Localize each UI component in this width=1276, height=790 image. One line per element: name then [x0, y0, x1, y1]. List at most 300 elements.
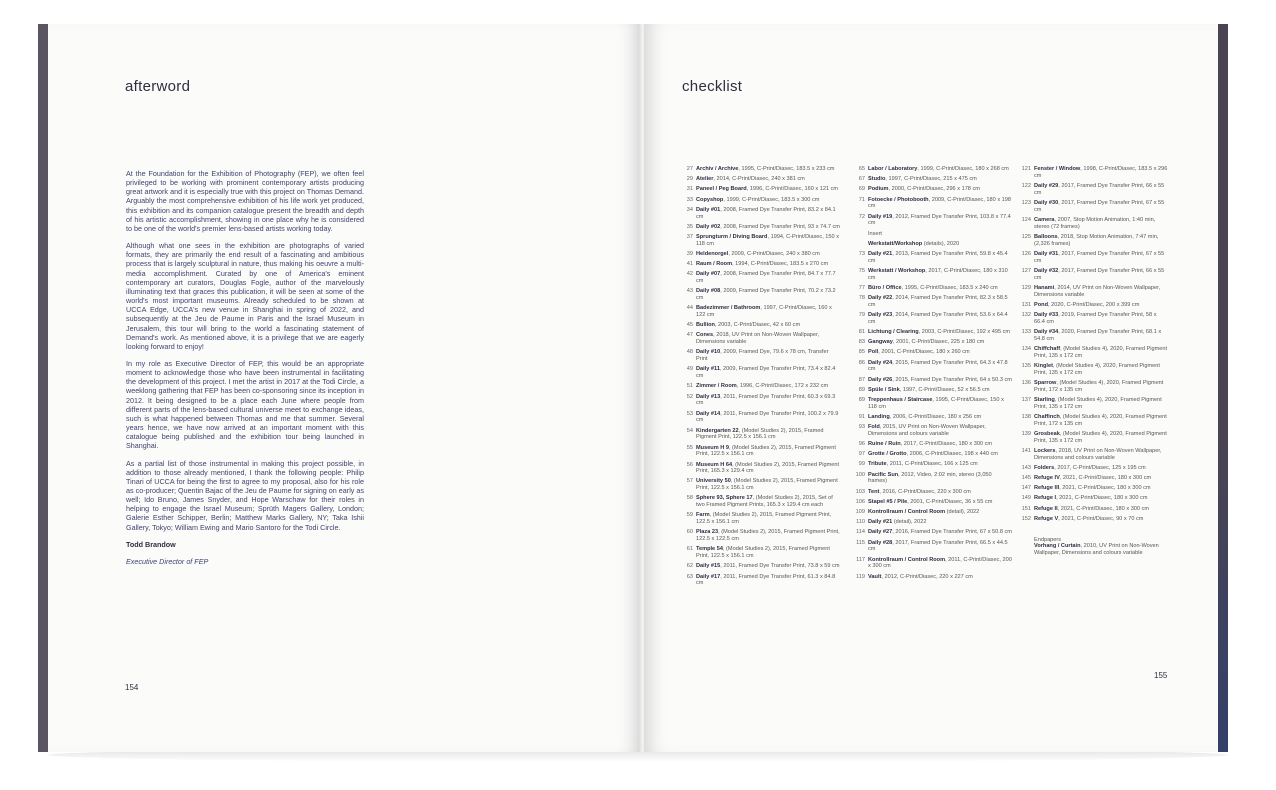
checklist-work-details: , 2000, C-Print/Diasec, 296 x 178 cm — [888, 186, 980, 193]
checklist-work-details: , 2018, Stop Motion Animation, 7:47 min, (2,326 frames) — [1034, 233, 1159, 247]
checklist-work-details: , 2017, C-Print/Diasec, 180 x 310 cm — [868, 267, 1008, 281]
checklist-work-title: Labor / Laboratory — [868, 166, 918, 172]
checklist-work-details: , 2017, C-Print/Diasec, 125 x 195 cm — [1054, 464, 1146, 471]
checklist-work-title: Kinglet — [1034, 363, 1053, 370]
checklist-work-title: Kontrollraum / Control Room — [868, 556, 946, 563]
checklist-page-ref: 137 — [1021, 396, 1031, 403]
checklist-entry — [1018, 485, 1168, 492]
checklist-work-details: , 2021, C-Print/Diasec, 180 x 300 cm — [1059, 475, 1152, 482]
checklist-entry — [680, 512, 840, 526]
checklist-work-details: , 2017, Framed Dye Transfer Print, 67 x 55 cm — [1034, 250, 1165, 264]
checklist-work-title: Chaffinch — [1034, 413, 1060, 420]
checklist-work-title: Ruine / Ruin — [868, 441, 901, 448]
checklist-page-ref: 124 — [1021, 216, 1031, 223]
checklist-entry — [852, 186, 1012, 193]
checklist-work-title: Daily #10 — [696, 349, 721, 356]
checklist-work-details: , (Model Studies 2), 2015, Framed Pigment Print, 122.5 x 122.5 cm — [696, 529, 840, 543]
checklist-work-title: Copyshop — [696, 196, 724, 203]
checklist-page-ref: 78 — [858, 295, 865, 302]
checklist-entry — [680, 288, 840, 302]
checklist-work-title: Stapel #5 / Pile — [868, 498, 908, 505]
checklist-entry — [680, 529, 840, 543]
checklist-entry — [680, 305, 840, 319]
checklist-work-details: , (Model Studies 4), 2020, Framed Pigment Print, 135 x 172 cm — [1034, 346, 1168, 359]
checklist-entry — [852, 251, 1012, 265]
checklist-page-ref: 55 — [686, 444, 693, 451]
checklist-page-ref: 110 — [856, 519, 865, 526]
checklist-entry — [852, 540, 1012, 554]
checklist-work-title: Temple 54 — [696, 546, 723, 553]
checklist-page-ref: 138 — [1021, 413, 1031, 420]
checklist-entry — [1018, 285, 1168, 299]
afterword-body — [126, 169, 364, 574]
checklist-work-details: , 2011, Framed Dye Transfer Print, 73.8 x 59 cm — [720, 563, 840, 570]
checklist-page-ref: 152 — [1021, 515, 1031, 522]
checklist-work-details: , 2012, Framed Dye Transfer Print, 103.8 x 77.4 cm — [868, 213, 1011, 227]
checklist-entry — [1018, 268, 1168, 282]
checklist-page-ref: 47 — [686, 332, 693, 339]
checklist-entry — [1018, 183, 1168, 197]
checklist-work-details: , 2009, C-Print/Diasec, 240 x 380 cm — [728, 250, 820, 257]
checklist-entry — [852, 509, 1012, 516]
checklist-page-ref: 45 — [686, 322, 693, 329]
checklist-work-title: Bullion — [696, 322, 715, 329]
checklist-page-ref: 75 — [858, 267, 865, 274]
checklist-work-details: , 2009, Framed Dye, 79.6 x 78 cm, Transfer Print — [696, 349, 829, 363]
checklist-work-details: , 2011, C-Print/Diasec, 200 x 300 cm — [868, 556, 1012, 570]
checklist-page-ref: 56 — [686, 461, 693, 468]
checklist-page-ref: 123 — [1021, 199, 1031, 206]
checklist-entry — [680, 261, 840, 268]
checklist-page-ref: 54 — [686, 427, 693, 434]
checklist-entry — [680, 366, 840, 380]
checklist-page-ref: 58 — [686, 495, 693, 502]
checklist-work-title: Daily #15 — [696, 563, 721, 570]
checklist-work-details: , 2020, C-Print/Diasec, 200 x 399 cm — [1047, 301, 1140, 308]
checklist-column-3-entries — [1018, 166, 1168, 523]
checklist-work-title: Daily #21 — [868, 519, 893, 526]
checklist-work-title: Pond — [1034, 301, 1048, 308]
checklist-page-ref: 97 — [858, 451, 865, 458]
checklist-entry — [680, 563, 840, 570]
checklist-work-details: , 2015, Framed Dye Transfer Print, 64 x 50.3 cm — [892, 376, 1012, 383]
checklist-work-title: Werkstatt / Workshop — [868, 267, 926, 274]
checklist-page-ref: 86 — [858, 359, 865, 366]
checklist-work-title: Plaza 23 — [696, 529, 719, 536]
checklist-page-ref: 143 — [1021, 464, 1031, 471]
checklist-work-title: Fold — [868, 424, 880, 431]
checklist-entry — [852, 214, 1012, 228]
checklist-work-details: , 1999, C-Print/Diasec, 180 x 268 cm — [917, 166, 1009, 172]
checklist-entry — [680, 383, 840, 390]
checklist-work-details: , 2008, Framed Dye Transfer Print, 83.2 x 84.1 cm — [696, 206, 836, 220]
checklist-entry — [852, 424, 1012, 438]
checklist-work-details: (details), 2020 — [922, 240, 960, 247]
checklist-work-title: Tent — [868, 488, 880, 495]
checklist-entry — [852, 295, 1012, 309]
checklist-work-details: , 2014, C-Print/Diasec, 240 x 381 cm — [713, 176, 805, 183]
checklist-entry — [680, 224, 840, 231]
checklist-work-details: , (Model Studies 2), 2015, Framed Pigment Print, 165.3 x 129.4 cm — [696, 461, 840, 475]
checklist-work-title: Museum H 9 — [696, 444, 729, 451]
checklist-entry — [852, 472, 1012, 486]
checklist-entry — [1018, 414, 1168, 428]
checklist-entry — [680, 462, 840, 476]
checklist-entry — [852, 197, 1012, 211]
checklist-work-details: , 2021, C-Print/Diasec, 180 x 300 cm — [1056, 495, 1148, 502]
checklist-work-title: Daily #33 — [1034, 312, 1059, 319]
checklist-work-title: Badezimmer / Bathroom — [696, 305, 761, 312]
checklist-entry — [680, 478, 840, 492]
checklist-entry — [680, 207, 840, 221]
checklist-work-details: , (Model Studies 4), 2020, Framed Pigment Print, 135 x 172 cm — [1034, 430, 1167, 444]
checklist-entry — [1018, 465, 1168, 472]
checklist-page-ref: 117 — [856, 556, 865, 563]
checklist-entry — [1018, 217, 1168, 231]
checklist-page-ref: 69 — [858, 186, 865, 193]
checklist-work-title: Lockers — [1034, 447, 1056, 454]
checklist-page-ref: 91 — [858, 413, 865, 420]
checklist-work-title: Hanami — [1034, 284, 1055, 291]
checklist-page-ref: 135 — [1021, 363, 1031, 370]
checklist-column-1 — [680, 166, 840, 591]
checklist-work-details: , 2009, C-Print/Diasec, 180 x 198 cm — [868, 196, 1012, 210]
checklist-work-details: , (Model Studies 2), 2015, Framed Pigment Print, 122.5 x 156.1 cm — [696, 546, 830, 560]
right-page — [644, 24, 1228, 752]
checklist-entry — [852, 360, 1012, 374]
checklist-work-title: Podium — [868, 186, 889, 193]
checklist-work-title: Daily #28 — [868, 539, 893, 546]
checklist-page-ref: 93 — [858, 424, 865, 431]
checklist-work-details: , 2017, Framed Dye Transfer Print, 66.5 x 44.5 cm — [868, 539, 1008, 553]
checklist-work-title: Daily #07 — [696, 271, 721, 278]
checklist-work-title: Daily #13 — [696, 393, 721, 400]
checklist-entry — [680, 349, 840, 363]
checklist-work-title: Daily #23 — [868, 312, 893, 319]
checklist-entry — [852, 166, 1012, 173]
checklist-work-details: , 2011, C-Print/Diasec, 166 x 125 cm — [886, 461, 978, 468]
checklist-entry — [1018, 495, 1168, 502]
checklist-entry — [852, 519, 1012, 526]
checklist-work-details: , 2017, Framed Dye Transfer Print, 66 x 55 cm — [1034, 182, 1165, 196]
checklist-page-ref: 29 — [686, 176, 693, 183]
checklist-entry — [852, 268, 1012, 282]
checklist-page-ref: 115 — [856, 539, 865, 546]
checklist-page-ref: 83 — [858, 339, 865, 346]
checklist-work-details: , 2016, Framed Dye Transfer Print, 67 x 50.8 cm — [892, 529, 1012, 536]
checklist-work-title: Gangway — [868, 339, 893, 346]
checklist-page-ref: 60 — [686, 529, 693, 536]
checklist-page-ref: 109 — [855, 509, 865, 516]
checklist-page-ref: 133 — [1021, 329, 1031, 336]
checklist-work-details: , 2007, Stop Motion Animation, 1:40 min, stereo (72 frames) — [1034, 216, 1156, 230]
checklist-work-title: Refuge II — [1034, 505, 1058, 512]
checklist-work-title: Daily #02 — [696, 223, 721, 230]
page-number-right: 155 — [1154, 671, 1168, 680]
checklist-work-details: , 1995, C-Print/Diasec, 183.5 x 240 cm — [901, 284, 998, 291]
checklist-work-title: Archiv / Archive — [696, 166, 739, 172]
checklist-page-ref: 61 — [686, 546, 693, 553]
checklist-work-title: Farm — [696, 512, 710, 519]
checklist-work-title: Tribute — [868, 461, 887, 468]
checklist-work-details: , 2014, Framed Dye Transfer Print, 82.3 x 58.5 cm — [868, 295, 1008, 308]
endpapers-label: Endpapers — [1034, 536, 1062, 543]
checklist-entry — [852, 529, 1012, 536]
checklist-entry — [1018, 448, 1168, 462]
afterword-paragraph: As a partial list of those instrumental in making this project possible, in addition to those already mentioned, I thank the following people: Philip Tinari of UCCA for being the first to agree to my proposal, also for his role as co-producer; Quentin Bajac of the Jeu de Paume for signing on early as well; Ido Bruno, James Snyder, and Hope Warschaw for their roles in helping to engage the Israel Museum; Sprüth Magers Gallery, London; Galerie Esther Schipper, Berlin; Matthew Marks Gallery, NY; Taka Ishii Gallery, Tokyo; William Ewing and Mario Santoro for the Todi Circle. — [126, 458, 364, 532]
afterword-paragraph: At the Foundation for the Exhibition of Photography (FEP), we often feel privileged to be working with prominent contemporary artists producing great artwork and it is especially true with this project on Thomas Demand. Arguably the most comprehensive exhibition of his life work yet produced, this exhibition and its companion catalogue present the breadth and depth of his artistic accomplishment, showing in one place why he is considered to be one of the world's premier lens-based artists working today. — [126, 169, 364, 233]
checklist-page-ref: 106 — [855, 498, 865, 505]
checklist-entry — [1018, 431, 1168, 445]
checklist-page-ref: 134 — [1021, 346, 1031, 353]
checklist-entry — [852, 557, 1012, 571]
checklist-page-ref: 35 — [686, 223, 693, 230]
checklist-column-2 — [852, 166, 1012, 584]
checklist-work-details: , 2012, Video, 2:02 min, stereo (3,050 frames) — [868, 471, 992, 485]
checklist-entry — [852, 312, 1012, 326]
checklist-entry — [680, 271, 840, 285]
checklist-work-title: Pacific Sun — [868, 471, 899, 478]
checklist-work-title: Zimmer / Room — [696, 383, 737, 390]
checklist-page-ref: 62 — [686, 563, 693, 570]
checklist-entry — [852, 387, 1012, 394]
checklist-work-title: Daily #26 — [868, 376, 893, 383]
checklist-work-title: Daily #17 — [696, 573, 721, 580]
checklist-entry — [680, 428, 840, 442]
checklist-column-3 — [1018, 166, 1168, 557]
checklist-page-ref: 44 — [686, 305, 693, 312]
checklist-work-title: Chiffchaff — [1034, 346, 1061, 353]
checklist-work-details: , 2014, UV Print on Non-Woven Wallpaper, Dimensions variable — [1034, 284, 1161, 298]
checklist-work-details: , 2015, Framed Dye Transfer Print, 64.3 x 47.8 cm — [868, 359, 1008, 373]
checklist-work-title: Daily #21 — [868, 250, 893, 257]
page-number-left: 154 — [125, 683, 139, 692]
checklist-entry — [852, 231, 1012, 238]
checklist-work-details: , (Model Studies 4), 2020, Framed Pigment Print, 135 x 172 cm — [1034, 396, 1162, 410]
checklist-page-ref: 33 — [686, 196, 693, 203]
checklist-page-ref: 103 — [855, 488, 865, 495]
checklist-page-ref: 63 — [686, 573, 693, 580]
checklist-page-ref: 147 — [1021, 485, 1031, 492]
checklist-work-title: Museum H 64 — [696, 461, 733, 468]
checklist-work-title: Spüle / Sink — [868, 386, 900, 393]
checklist-work-details: , 2001, C-Print/Diasec, 225 x 180 cm — [892, 339, 985, 346]
open-book — [38, 24, 1228, 752]
checklist-entry — [852, 489, 1012, 496]
checklist-page-ref: 126 — [1021, 250, 1031, 257]
checklist-work-details: , 1995, C-Print/Diasec, 183.5 x 233 cm — [738, 166, 835, 172]
checklist-entry — [680, 445, 840, 459]
checklist-work-title: Folders — [1034, 464, 1055, 471]
checklist-work-details: , 2021, C-Print/Diasec, 180 x 300 cm — [1057, 505, 1150, 512]
checklist-work-title: Fenster / Window — [1034, 166, 1081, 172]
checklist-page-ref: 96 — [858, 441, 865, 448]
checklist-page-ref: 100 — [855, 471, 865, 478]
checklist-work-details: , 2008, Framed Dye Transfer Print, 84.7 x 77.7 cm — [696, 271, 836, 285]
checklist-work-title: Daily #24 — [868, 359, 893, 366]
checklist-entry — [1018, 380, 1168, 394]
checklist-page-ref: 131 — [1021, 301, 1031, 308]
checklist-page-ref: 139 — [1021, 430, 1031, 437]
checklist-work-title: Fotoecke / Photobooth — [868, 196, 929, 203]
checklist-work-title: Daily #34 — [1034, 329, 1059, 336]
checklist-page-ref: 122 — [1021, 182, 1031, 189]
checklist-page-ref: 52 — [686, 393, 693, 400]
checklist-entry — [680, 495, 840, 509]
endpapers-block — [1018, 537, 1168, 557]
checklist-page-ref: 87 — [858, 376, 865, 383]
checklist-work-title: Kindergarten 22 — [696, 427, 739, 434]
checklist-entry — [1018, 166, 1168, 180]
checklist-work-details: , (Model Studies 2), 2015, Set of two Framed Pigment Prints, 165.3 x 129.4 cm each — [696, 495, 833, 509]
checklist-work-details: , 2017, Framed Dye Transfer Print, 66 x 55 cm — [1034, 267, 1165, 281]
checklist-work-details: , 1997, C-Print/Diasec, 52 x 56.5 cm — [899, 386, 990, 393]
checklist-work-title: Büro / Office — [868, 284, 902, 291]
checklist-work-details: , (Model Studies 4), 2020, Framed Pigment Print, 135 x 172 cm — [1034, 363, 1160, 376]
checklist-work-title: Daily #31 — [1034, 250, 1059, 257]
checklist-work-details: , 2009, Framed Dye Transfer Print, 73.4 x 82.4 cm — [696, 366, 836, 380]
checklist-work-details: , 2012, C-Print/Diasec, 220 x 227 cm — [881, 573, 973, 580]
checklist-page-ref: 89 — [858, 396, 865, 403]
afterword-paragraph: In my role as Executive Director of FEP, this would be an appropriate moment to acknowledge those who have been instrumental in facilitating the development of this project. I met the artist in 2017 at the Todi Circle, a weeklong gathering that FEP has been co-sponsoring since its inception in 2012. It being designed to be a place each June where people from different parts of the lens-based cultural universe meet to exchange ideas, such is what happened between Thomas and me that summer. Several years hence, we have now arrived at an important moment with this catalogue being published and the exhibition tour being launched in Shanghai. — [126, 358, 364, 451]
checklist-work-title: Atelier — [696, 176, 714, 183]
checklist-work-title: Kontrollraum / Control Room — [868, 509, 946, 516]
checklist-work-title: Daily #27 — [868, 529, 893, 536]
left-page — [38, 24, 642, 752]
checklist-entry — [680, 234, 840, 248]
checklist-entry — [1018, 329, 1168, 343]
checklist-page-ref: 89 — [858, 386, 865, 393]
checklist-entry — [852, 397, 1012, 411]
checklist-work-title: Poll — [868, 349, 879, 356]
signature-role: Executive Director of FEP — [126, 556, 209, 566]
checklist-entry — [1018, 302, 1168, 309]
checklist-page-ref: 57 — [686, 478, 693, 485]
afterword-title: afterword — [125, 78, 191, 95]
checklist-entry — [852, 414, 1012, 421]
checklist-work-details: , (Model Studies 2), 2015, Framed Pigment Print, 122.5 x 156.1 cm — [696, 444, 836, 458]
checklist-work-details: , 1999, C-Print/Diasec, 183.5 x 300 cm — [723, 196, 820, 203]
checklist-work-details: , 2003, C-Print/Diasec, 42 x 60 cm — [714, 322, 801, 329]
checklist-entry — [1018, 475, 1168, 482]
checklist-work-title: Refuge V — [1034, 515, 1059, 522]
checklist-page-ref: 132 — [1021, 312, 1031, 319]
afterword-paragraph: Although what one sees in the exhibition are photographs of varied formats, they are primarily the end result of a fascinating and ambitious process that is largely sculptural in nature, thus making his oeuvre a multi-media accomplishment. Curated by one of America's eminent contemporary art curators, Douglas Fogle, author of the marvelously illuminating text that graces this publication, it will be seen at some of the world's most important museums. Already scheduled to be shown at UCCA Edge, UCCA's new venue in Shanghai in spring of 2022, and subsequently at the Jeu de Paume in Paris and the Israel Museum in Jerusalem, this tour will bring to the world a fascinating statement of Demand's work. As mentioned above, it is a privilege that we are eagerly looking forward to enjoy! — [126, 241, 364, 351]
checklist-page-ref: 73 — [858, 250, 865, 257]
checklist-work-details: , 2001, C-Print/Diasec, 180 x 260 cm — [878, 349, 970, 356]
checklist-page-ref: 129 — [1021, 284, 1031, 291]
checklist-page-ref: 31 — [686, 186, 693, 193]
checklist-work-details: , 1996, C-Print/Diasec, 160 x 121 cm — [746, 186, 839, 193]
checklist-work-title: Daily #14 — [696, 410, 721, 417]
checklist-work-details: , 2016, C-Print/Diasec, 220 x 300 cm — [879, 488, 971, 495]
checklist-entry — [1018, 397, 1168, 411]
endpapers-entry — [1034, 543, 1168, 557]
checklist-work-details: , 1997, C-Print/Diasec, 160 x 122 cm — [696, 305, 832, 319]
checklist-page-ref: 37 — [686, 233, 693, 240]
checklist-work-details: , 2011, Framed Dye Transfer Print, 100.2 x 79.9 cm — [696, 410, 839, 424]
checklist-work-details: , 2021, C-Print/Diasec, 90 x 70 cm — [1058, 515, 1144, 522]
checklist-work-title: Balloons — [1034, 233, 1058, 240]
checklist-entry — [1018, 506, 1168, 513]
checklist-work-title: Daily #11 — [696, 366, 720, 373]
checklist-entry — [852, 461, 1012, 468]
signature-name: Todd Brandow — [126, 539, 176, 549]
checklist-entry — [680, 574, 840, 588]
checklist-entry — [852, 349, 1012, 356]
checklist-page-ref: 49 — [686, 366, 693, 373]
checklist-work-title: Refuge III — [1034, 485, 1060, 492]
checklist-work-details: , 1996, C-Print/Diasec, 172 x 232 cm — [736, 383, 829, 390]
checklist-page-ref: 72 — [858, 213, 865, 220]
checklist-entry — [680, 394, 840, 408]
checklist-work-title: Daily #30 — [1034, 199, 1059, 206]
checklist-page-ref: 136 — [1021, 380, 1031, 386]
checklist-entry — [1018, 234, 1168, 248]
checklist-entry — [852, 339, 1012, 346]
checklist-work-title: Vault — [868, 573, 882, 580]
checklist-entry — [1018, 312, 1168, 326]
checklist-entry — [680, 197, 840, 204]
checklist-entry — [852, 441, 1012, 448]
checklist-work-title: Daily #32 — [1034, 267, 1059, 274]
checklist-page-ref: 119 — [856, 573, 865, 580]
checklist-work-title: Cones — [696, 332, 714, 339]
checklist-entry — [852, 241, 1012, 248]
checklist-work-details: , 2014, Framed Dye Transfer Print, 53.6 x 64.4 cm — [868, 312, 1008, 325]
checklist-page-ref: 41 — [686, 261, 693, 268]
checklist-page-ref: 39 — [686, 250, 693, 257]
checklist-title: checklist — [682, 78, 743, 95]
checklist-page-ref: 59 — [686, 512, 693, 519]
checklist-work-title: Studio — [868, 176, 886, 183]
checklist-work-title: Daily #19 — [868, 213, 893, 220]
checklist-page-ref: 43 — [686, 288, 693, 295]
checklist-work-title: Sparrow — [1034, 380, 1057, 386]
checklist-entry — [852, 176, 1012, 183]
checklist-entry — [1018, 200, 1168, 214]
checklist-work-details: , 2017, C-Print/Diasec, 180 x 300 cm — [900, 441, 993, 448]
checklist-page-ref: 151 — [1021, 505, 1031, 512]
checklist-page-ref: 141 — [1021, 447, 1031, 454]
checklist-entry — [680, 186, 840, 193]
checklist-work-details: , 2018, UV Print on Non-Woven Wallpaper, Dimensions and colours variable — [1034, 447, 1162, 461]
checklist-work-title: Refuge IV — [1034, 475, 1060, 482]
checklist-work-details: , 1994, C-Print/Diasec, 150 x 118 cm — [696, 233, 839, 247]
checklist-entry — [1018, 363, 1168, 377]
checklist-work-details: , 2008, Framed Dye Transfer Print, 93 x 74.7 cm — [720, 223, 840, 230]
checklist-work-details: , 2013, Framed Dye Transfer Print, 59.8 x 45.4 cm — [868, 250, 1008, 264]
checklist-work-title: Sprungturm / Diving Board — [696, 233, 768, 240]
checklist-work-details: , 2019, Framed Dye Transfer Print, 58 x 66.4 cm — [1034, 312, 1157, 325]
checklist-work-title: Landing — [868, 413, 890, 420]
checklist-entry — [680, 411, 840, 425]
checklist-page-ref: 81 — [858, 329, 865, 336]
checklist-work-details: (detail), 2022 — [892, 519, 927, 526]
checklist-work-details: , (Model Studies 4), 2020, Framed Pigment Print, 172 x 135 cm — [1034, 380, 1164, 393]
checklist-page-ref: 127 — [1021, 267, 1031, 274]
checklist-page-ref: 114 — [856, 529, 865, 536]
checklist-work-details: , (Model Studies 2), 2015, Framed Pigment Print, 122.5 x 156.1 cm — [696, 427, 824, 441]
checklist-entry — [680, 176, 840, 183]
checklist-work-title: Refuge I — [1034, 495, 1057, 502]
checklist-page-ref: 27 — [686, 166, 693, 172]
checklist-page-ref: 51 — [686, 383, 693, 390]
checklist-work-details: , (Model Studies 2), 2015, Framed Pigment Print, 122.5 x 156.1 cm — [696, 478, 838, 492]
checklist-work-details: , 2003, C-Print/Diasec, 192 x 495 cm — [918, 329, 1011, 336]
checklist-work-details: , (Model Studies 2), 2015, Framed Pigment Print, 122.5 x 156.1 cm — [696, 512, 832, 526]
checklist-work-details: , 1997, C-Print/Diasec, 215 x 475 cm — [885, 176, 977, 183]
